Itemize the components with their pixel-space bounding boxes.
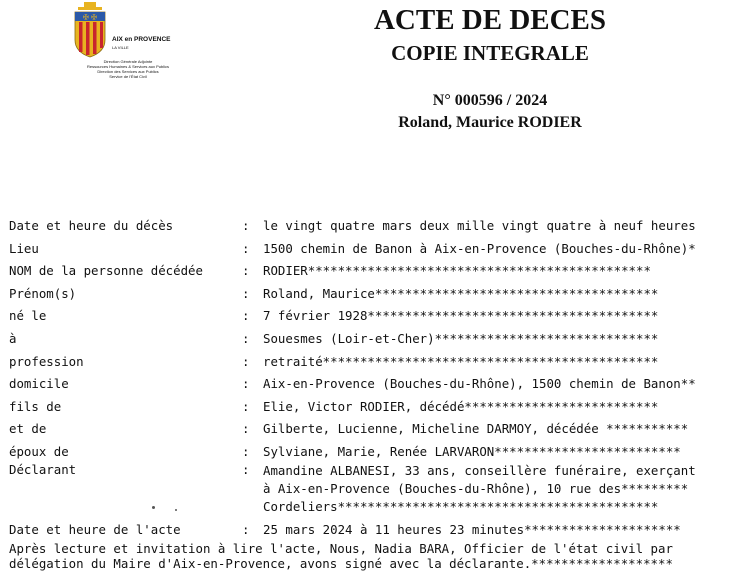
field-colon: : <box>242 263 250 279</box>
field-value: 7 février 1928*************************************** <box>263 308 659 324</box>
logo-city-name: AIX en PROVENCE <box>112 36 171 43</box>
logo-department-lines <box>68 59 188 79</box>
field-colon: : <box>242 240 250 256</box>
field-colon: : <box>242 521 250 537</box>
closing-line: Après lecture et invitation à lire l'acte, Nous, Nadia BARA, Officier de l'état civil par <box>9 541 673 556</box>
field-label: Lieu <box>9 240 39 256</box>
field-value: Sylviane, Marie, Renée LARVARON************************* <box>263 443 681 459</box>
field-colon: : <box>242 461 250 477</box>
field-value: 1500 chemin de Banon à Aix-en-Provence (Bouches-du-Rhône)* <box>263 240 696 256</box>
field-label: époux de <box>9 443 69 459</box>
field-label: NOM de la personne décédée <box>9 263 203 279</box>
field-value: Gilberte, Lucienne, Micheline DARMOY, décédée *********** <box>263 421 689 437</box>
field-value: RODIER********************************************** <box>263 263 651 279</box>
field-label: à <box>9 330 17 346</box>
field-label: Prénom(s) <box>9 285 77 301</box>
declarant-value <box>263 462 749 516</box>
field-value: 25 mars 2024 à 11 heures 23 minutes********************* <box>263 521 681 537</box>
logo-line: Service de l'État Civil <box>109 74 147 79</box>
document-title: ACTE DE DECES <box>373 4 607 36</box>
declarant-line: Cordeliers******************************************* <box>263 498 659 514</box>
act-number: N° 000596 / 2024 <box>432 92 548 109</box>
field-label: et de <box>9 421 47 437</box>
declarant-line: à Aix-en-Provence (Bouches-du-Rhône), 10 rue des********* <box>263 480 689 496</box>
field-colon: : <box>242 421 250 437</box>
field-value: Souesmes (Loir-et-Cher)****************************** <box>263 330 659 346</box>
document-subtitle: COPIE INTEGRALE <box>391 41 589 65</box>
field-label: profession <box>9 353 84 369</box>
field-label: domicile <box>9 376 69 392</box>
field-colon: : <box>242 443 250 459</box>
field-label: Déclarant <box>9 461 77 477</box>
deceased-name: Roland, Maurice RODIER <box>398 114 582 131</box>
city-logo <box>64 2 184 82</box>
closing-statement <box>9 541 750 571</box>
field-colon: : <box>242 353 250 369</box>
field-label: Date et heure du décès <box>9 218 174 233</box>
field-value: Elie, Victor RODIER, décédé************************** <box>263 398 659 414</box>
field-value: Roland, Maurice************************************** <box>263 285 659 301</box>
closing-line: délégation du Maire d'Aix-en-Provence, avons signé avec la déclarante.******************* <box>9 556 673 571</box>
field-colon: : <box>242 308 250 324</box>
field-colon: : <box>242 330 250 346</box>
field-colon: : <box>242 218 250 233</box>
svg-text:✠ ✠: ✠ ✠ <box>83 13 97 22</box>
field-colon: : <box>242 398 250 414</box>
field-label: fils de <box>9 398 62 414</box>
logo-line: Direction Générale Adjointe <box>103 59 153 64</box>
field-value: le vingt quatre mars deux mille vingt quatre à neuf heures <box>263 218 696 233</box>
coat-of-arms-icon <box>72 2 108 58</box>
field-value: Aix-en-Provence (Bouches-du-Rhône), 1500 chemin de Banon** <box>263 376 696 392</box>
field-value: retraité********************************************* <box>263 353 659 369</box>
declarant-line: Amandine ALBANESI, 33 ans, conseillère funéraire, exerçant <box>263 462 696 478</box>
field-label: Date et heure de l'acte <box>9 521 181 537</box>
logo-line: Ressources Humaines & Services aux Publics <box>86 64 170 69</box>
field-label: né le <box>9 308 47 324</box>
scan-speck <box>175 509 177 511</box>
field-colon: : <box>242 285 250 301</box>
logo-line: Direction des Services aux Publics <box>97 69 159 74</box>
field-colon: : <box>242 376 250 392</box>
scan-speck <box>152 506 155 509</box>
logo-subtitle: LA VILLE <box>112 45 129 50</box>
